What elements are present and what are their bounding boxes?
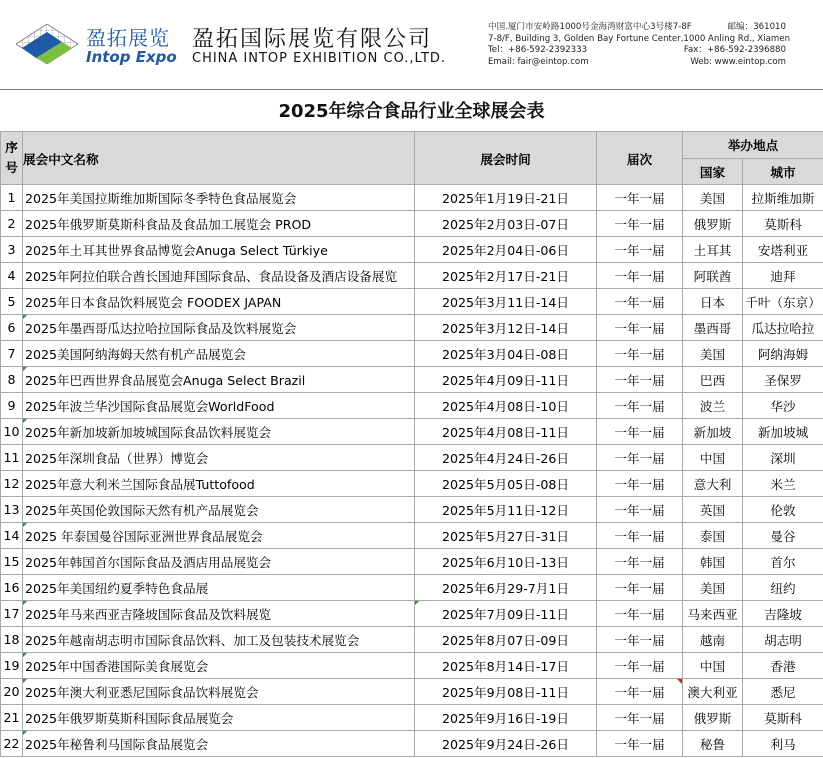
exhibition-name: 2025年阿拉伯联合酋长国迪拜国际食品、食品设备及酒店设备展览 <box>23 263 415 289</box>
address-english: 7-8/F, Building 3, Golden Bay Fortune Center,1000 Anling Rd., Xiamen <box>488 33 791 44</box>
logo-chinese-name: 盈拓展览 <box>86 26 170 50</box>
exhibition-frequency: 一年一届 <box>597 471 683 497</box>
exhibition-name: 2025年马来西亚吉隆坡国际食品及饮料展览 <box>23 601 415 627</box>
telephone: Tel：+86-592-2392333 <box>488 45 588 56</box>
row-number: 20 <box>1 679 23 705</box>
exhibition-frequency: 一年一届 <box>597 263 683 289</box>
exhibition-date: 2025年9月24日-26日 <box>415 731 597 757</box>
exhibition-date: 2025年5月27日-31日 <box>415 523 597 549</box>
exhibition-name: 2025年越南胡志明市国际食品饮料、加工及包装技术展览会 <box>23 627 415 653</box>
exhibition-name: 2025年墨西哥瓜达拉哈拉国际食品及饮料展览会 <box>23 315 415 341</box>
exhibition-city: 莫斯科 <box>743 211 823 237</box>
table-row <box>1 367 823 393</box>
exhibition-city: 华沙 <box>743 393 823 419</box>
exhibition-frequency: 一年一届 <box>597 731 683 757</box>
row-number: 14 <box>1 523 23 549</box>
table-row <box>1 185 823 211</box>
exhibition-frequency: 一年一届 <box>597 237 683 263</box>
page-title: 2025年综合食品行业全球展会表 <box>278 101 545 122</box>
exhibition-frequency: 一年一届 <box>597 185 683 211</box>
exhibition-city: 胡志明 <box>743 627 823 653</box>
exhibition-date: 2025年4月09日-11日 <box>415 367 597 393</box>
exhibition-date: 2025年6月10日-13日 <box>415 549 597 575</box>
exhibition-city: 伦敦 <box>743 497 823 523</box>
row-number: 9 <box>1 393 23 419</box>
exhibition-city: 悉尼 <box>743 679 823 705</box>
exhibition-frequency: 一年一届 <box>597 419 683 445</box>
exhibition-date: 2025年4月08日-10日 <box>415 393 597 419</box>
exhibition-city: 瓜达拉哈拉 <box>743 315 823 341</box>
row-number: 18 <box>1 627 23 653</box>
exhibition-name: 2025年中国香港国际美食展览会 <box>23 653 415 679</box>
exhibition-frequency: 一年一届 <box>597 211 683 237</box>
table-row <box>1 211 823 237</box>
exhibition-city: 莫斯科 <box>743 705 823 731</box>
header-location: 举办地点 <box>683 132 823 159</box>
exhibition-date: 2025年2月04日-06日 <box>415 237 597 263</box>
exhibition-name: 2025年俄罗斯莫斯科国际食品展览会 <box>23 705 415 731</box>
exhibition-city: 阿纳海姆 <box>743 341 823 367</box>
table-row <box>1 731 823 757</box>
exhibition-name: 2025年波兰华沙国际食品展览会WorldFood <box>23 393 415 419</box>
table-row <box>1 393 823 419</box>
email[interactable]: Email: fair@eintop.com <box>488 56 589 67</box>
row-number: 19 <box>1 653 23 679</box>
header-city: 城市 <box>743 158 823 185</box>
company-chinese-name: 盈拓国际展览有限公司 <box>192 27 433 52</box>
table-row <box>1 289 823 315</box>
exhibition-frequency: 一年一届 <box>597 627 683 653</box>
exhibition-city: 吉隆坡 <box>743 601 823 627</box>
header-country: 国家 <box>683 158 743 185</box>
row-number: 7 <box>1 341 23 367</box>
header-name: 展会中文名称 <box>23 132 415 185</box>
row-number: 3 <box>1 237 23 263</box>
exhibition-date: 2025年7月09日-11日 <box>415 601 597 627</box>
exhibition-city: 米兰 <box>743 471 823 497</box>
exhibition-city: 深圳 <box>743 445 823 471</box>
fax: Fax：+86-592-2396880 <box>683 45 786 56</box>
exhibition-frequency: 一年一届 <box>597 705 683 731</box>
row-number: 6 <box>1 315 23 341</box>
address-chinese: 中国.厦门市安岭路1000号金海湾财富中心3号楼7-8F <box>488 22 692 32</box>
exhibition-country: 越南 <box>683 627 743 653</box>
exhibition-country: 美国 <box>683 341 743 367</box>
exhibition-date: 2025年3月11日-14日 <box>415 289 597 315</box>
row-number: 13 <box>1 497 23 523</box>
header-divider <box>0 89 823 90</box>
exhibition-frequency: 一年一届 <box>597 679 683 705</box>
row-number: 16 <box>1 575 23 601</box>
exhibition-date: 2025年5月11日-12日 <box>415 497 597 523</box>
row-number: 2 <box>1 211 23 237</box>
row-number: 8 <box>1 367 23 393</box>
postcode: 邮编：361010 <box>727 22 786 32</box>
exhibition-name: 2025年美国纽约夏季特色食品展 <box>23 575 415 601</box>
exhibition-city: 曼谷 <box>743 523 823 549</box>
table-body <box>1 185 823 757</box>
exhibition-name: 2025年新加坡新加坡城国际食品饮料展览会 <box>23 419 415 445</box>
exhibition-country: 中国 <box>683 445 743 471</box>
exhibition-country: 美国 <box>683 185 743 211</box>
exhibition-date: 2025年3月12日-14日 <box>415 315 597 341</box>
table-row <box>1 627 823 653</box>
exhibition-country: 俄罗斯 <box>683 211 743 237</box>
exhibition-frequency: 一年一届 <box>597 549 683 575</box>
exhibition-country: 巴西 <box>683 367 743 393</box>
exhibition-country: 日本 <box>683 289 743 315</box>
exhibition-frequency: 一年一届 <box>597 367 683 393</box>
table-row <box>1 549 823 575</box>
exhibition-name: 2025年英国伦敦国际天然有机产品展览会 <box>23 497 415 523</box>
exhibition-frequency: 一年一届 <box>597 497 683 523</box>
exhibition-date: 2025年4月24日-26日 <box>415 445 597 471</box>
exhibition-date: 2025年2月03日-07日 <box>415 211 597 237</box>
exhibition-city: 圣保罗 <box>743 367 823 393</box>
exhibition-name: 2025年澳大利亚悉尼国际食品饮料展览会 <box>23 679 415 705</box>
company-english-name: CHINA INTOP EXHIBITION CO.,LTD. <box>192 51 447 66</box>
table-row <box>1 679 823 705</box>
exhibition-frequency: 一年一届 <box>597 575 683 601</box>
exhibition-country: 马来西亚 <box>683 601 743 627</box>
row-number: 10 <box>1 419 23 445</box>
exhibition-country: 美国 <box>683 575 743 601</box>
row-number: 21 <box>1 705 23 731</box>
exhibition-country: 英国 <box>683 497 743 523</box>
exhibition-date: 2025年4月08日-11日 <box>415 419 597 445</box>
exhibition-name: 2025年秘鲁利马国际食品展览会 <box>23 731 415 757</box>
row-number: 17 <box>1 601 23 627</box>
exhibition-country: 韩国 <box>683 549 743 575</box>
exhibition-country: 阿联酋 <box>683 263 743 289</box>
exhibition-name: 2025年巴西世界食品展览会Anuga Select Brazil <box>23 367 415 393</box>
exhibition-date: 2025年8月07日-09日 <box>415 627 597 653</box>
exhibition-frequency: 一年一届 <box>597 393 683 419</box>
exhibition-name: 2025美国阿纳海姆天然有机产品展览会 <box>23 341 415 367</box>
exhibition-city: 香港 <box>743 653 823 679</box>
exhibition-date: 2025年8月14日-17日 <box>415 653 597 679</box>
exhibition-name: 2025年韩国首尔国际食品及酒店用品展览会 <box>23 549 415 575</box>
exhibition-city: 千叶（东京） <box>743 289 823 315</box>
row-number: 5 <box>1 289 23 315</box>
exhibition-name: 2025年俄罗斯莫斯科食品及食品加工展览会 PROD <box>23 211 415 237</box>
table-row <box>1 497 823 523</box>
row-number: 1 <box>1 185 23 211</box>
exhibition-frequency: 一年一届 <box>597 523 683 549</box>
row-number: 4 <box>1 263 23 289</box>
row-number: 22 <box>1 731 23 757</box>
table-row <box>1 419 823 445</box>
exhibition-frequency: 一年一届 <box>597 341 683 367</box>
intop-logo-icon <box>16 24 78 64</box>
exhibition-city: 迪拜 <box>743 263 823 289</box>
website[interactable]: Web: www.eintop.com <box>690 56 786 67</box>
exhibition-date: 2025年5月05日-08日 <box>415 471 597 497</box>
table-row <box>1 263 823 289</box>
exhibition-frequency: 一年一届 <box>597 601 683 627</box>
exhibition-date: 2025年2月17日-21日 <box>415 263 597 289</box>
exhibition-frequency: 一年一届 <box>597 289 683 315</box>
letterhead <box>0 0 823 90</box>
exhibition-name: 2025 年泰国曼谷国际亚洲世界食品展览会 <box>23 523 415 549</box>
exhibition-country: 土耳其 <box>683 237 743 263</box>
exhibition-country: 意大利 <box>683 471 743 497</box>
exhibition-city: 拉斯维加斯 <box>743 185 823 211</box>
exhibition-country: 波兰 <box>683 393 743 419</box>
exhibition-frequency: 一年一届 <box>597 445 683 471</box>
table-row <box>1 315 823 341</box>
logo-english-name: Intop Expo <box>86 48 177 66</box>
exhibition-name: 2025年土耳其世界食品博览会Anuga Select Türkiye <box>23 237 415 263</box>
table-row <box>1 523 823 549</box>
table-row <box>1 601 823 627</box>
exhibition-date: 2025年9月16日-19日 <box>415 705 597 731</box>
header-no: 序号 <box>1 132 23 185</box>
table-row <box>1 237 823 263</box>
table-row <box>1 575 823 601</box>
exhibition-city: 新加坡城 <box>743 419 823 445</box>
exhibition-country: 泰国 <box>683 523 743 549</box>
exhibition-date: 2025年3月04日-08日 <box>415 341 597 367</box>
contact-block <box>488 22 791 68</box>
exhibition-name: 2025年美国拉斯维加斯国际冬季特色食品展览会 <box>23 185 415 211</box>
exhibition-name: 2025年意大利米兰国际食品展Tuttofood <box>23 471 415 497</box>
exhibition-country: 中国 <box>683 653 743 679</box>
exhibition-city: 首尔 <box>743 549 823 575</box>
row-number: 11 <box>1 445 23 471</box>
table-row <box>1 653 823 679</box>
exhibition-frequency: 一年一届 <box>597 315 683 341</box>
header-frequency: 届次 <box>597 132 683 185</box>
exhibition-date: 2025年9月08日-11日 <box>415 679 597 705</box>
row-number: 15 <box>1 549 23 575</box>
exhibition-frequency: 一年一届 <box>597 653 683 679</box>
exhibition-date: 2025年6月29-7月1日 <box>415 575 597 601</box>
exhibition-name: 2025年日本食品饮料展览会 FOODEX JAPAN <box>23 289 415 315</box>
exhibition-name: 2025年深圳食品（世界）博览会 <box>23 445 415 471</box>
row-number: 12 <box>1 471 23 497</box>
exhibition-table <box>0 131 823 757</box>
table-row <box>1 705 823 731</box>
exhibition-date: 2025年1月19日-21日 <box>415 185 597 211</box>
exhibition-country: 秘鲁 <box>683 731 743 757</box>
table-row <box>1 471 823 497</box>
exhibition-city: 安塔利亚 <box>743 237 823 263</box>
exhibition-city: 利马 <box>743 731 823 757</box>
exhibition-country: 墨西哥 <box>683 315 743 341</box>
table-row <box>1 445 823 471</box>
table-row <box>1 341 823 367</box>
exhibition-city: 纽约 <box>743 575 823 601</box>
exhibition-country: 澳大利亚 <box>683 679 743 705</box>
header-date: 展会时间 <box>415 132 597 185</box>
exhibition-country: 俄罗斯 <box>683 705 743 731</box>
exhibition-country: 新加坡 <box>683 419 743 445</box>
